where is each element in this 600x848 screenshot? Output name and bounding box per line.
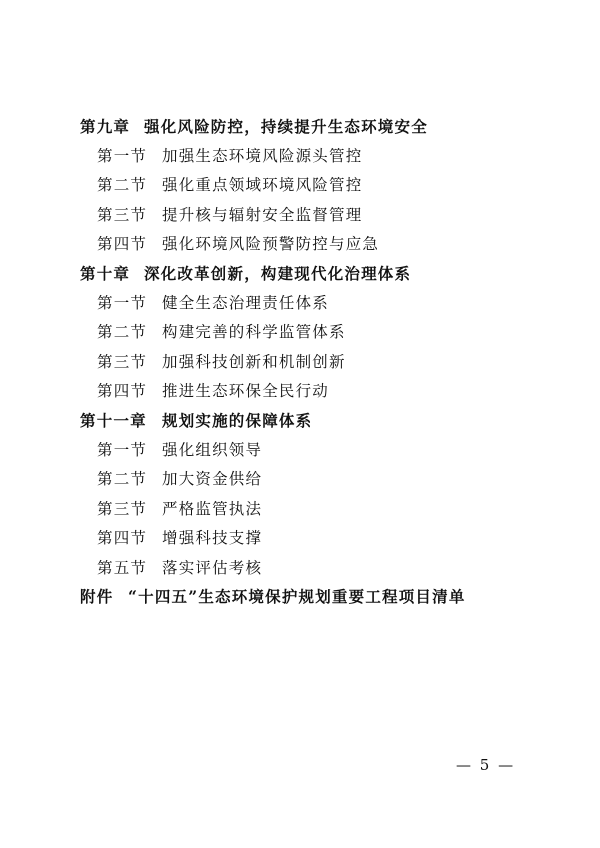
section-number: 第一节 [97, 147, 148, 166]
table-of-contents [80, 111, 560, 611]
toc-section-entry [80, 170, 560, 199]
toc-section-entry [80, 464, 560, 493]
toc-section-entry [80, 376, 560, 405]
toc-section-entry [80, 317, 560, 346]
section-number: 第二节 [97, 176, 148, 195]
toc-section-entry [80, 346, 560, 375]
section-number: 第五节 [97, 558, 148, 577]
section-number: 第二节 [97, 323, 148, 342]
section-title: 加强生态环境风险源头管控 [162, 147, 363, 166]
toc-section-entry [80, 434, 560, 463]
toc-section-entry [80, 287, 560, 316]
section-number: 第四节 [97, 382, 148, 401]
section-number: 第四节 [97, 235, 148, 254]
section-title: 提升核与辐射安全监督管理 [162, 205, 363, 224]
toc-section-entry [80, 199, 560, 228]
toc-section-entry [80, 493, 560, 522]
chapter-title: 强化风险防控，持续提升生态环境安全 [144, 116, 428, 136]
toc-section-entry [80, 140, 560, 169]
section-title: 落实评估考核 [162, 558, 263, 577]
chapter-11-heading [80, 405, 560, 434]
section-title: 强化重点领域环境风险管控 [162, 176, 363, 195]
toc-section-entry [80, 522, 560, 551]
toc-section-entry [80, 552, 560, 581]
section-number: 第三节 [97, 499, 148, 518]
section-number: 第三节 [97, 205, 148, 224]
section-title: 构建完善的科学监管体系 [162, 323, 346, 342]
section-title: 加大资金供给 [162, 470, 263, 489]
section-title: 加强科技创新和机制创新 [162, 352, 346, 371]
appendix-label: 附件 [80, 586, 114, 606]
section-title: 推进生态环保全民行动 [162, 382, 330, 401]
section-number: 第三节 [97, 352, 148, 371]
chapter-9-heading [80, 111, 560, 140]
chapter-10-heading [80, 258, 560, 287]
chapter-number: 第十一章 [80, 410, 147, 430]
section-number: 第一节 [97, 294, 148, 313]
chapter-number: 第十章 [80, 263, 131, 283]
section-title: 增强科技支撑 [162, 529, 263, 548]
page-number: — 5 — [456, 756, 516, 774]
section-title: 严格监管执法 [162, 499, 263, 518]
appendix-title: “十四五”生态环境保护规划重要工程项目清单 [128, 586, 466, 606]
section-number: 第四节 [97, 529, 148, 548]
appendix-heading [80, 581, 560, 610]
chapter-number: 第九章 [80, 116, 131, 136]
chapter-title: 深化改革创新，构建现代化治理体系 [144, 263, 412, 283]
toc-section-entry [80, 229, 560, 258]
section-title: 强化环境风险预警防控与应急 [162, 235, 380, 254]
section-title: 强化组织领导 [162, 440, 263, 459]
section-title: 健全生态治理责任体系 [162, 294, 330, 313]
section-number: 第二节 [97, 470, 148, 489]
chapter-title: 规划实施的保障体系 [162, 410, 313, 430]
section-number: 第一节 [97, 440, 148, 459]
